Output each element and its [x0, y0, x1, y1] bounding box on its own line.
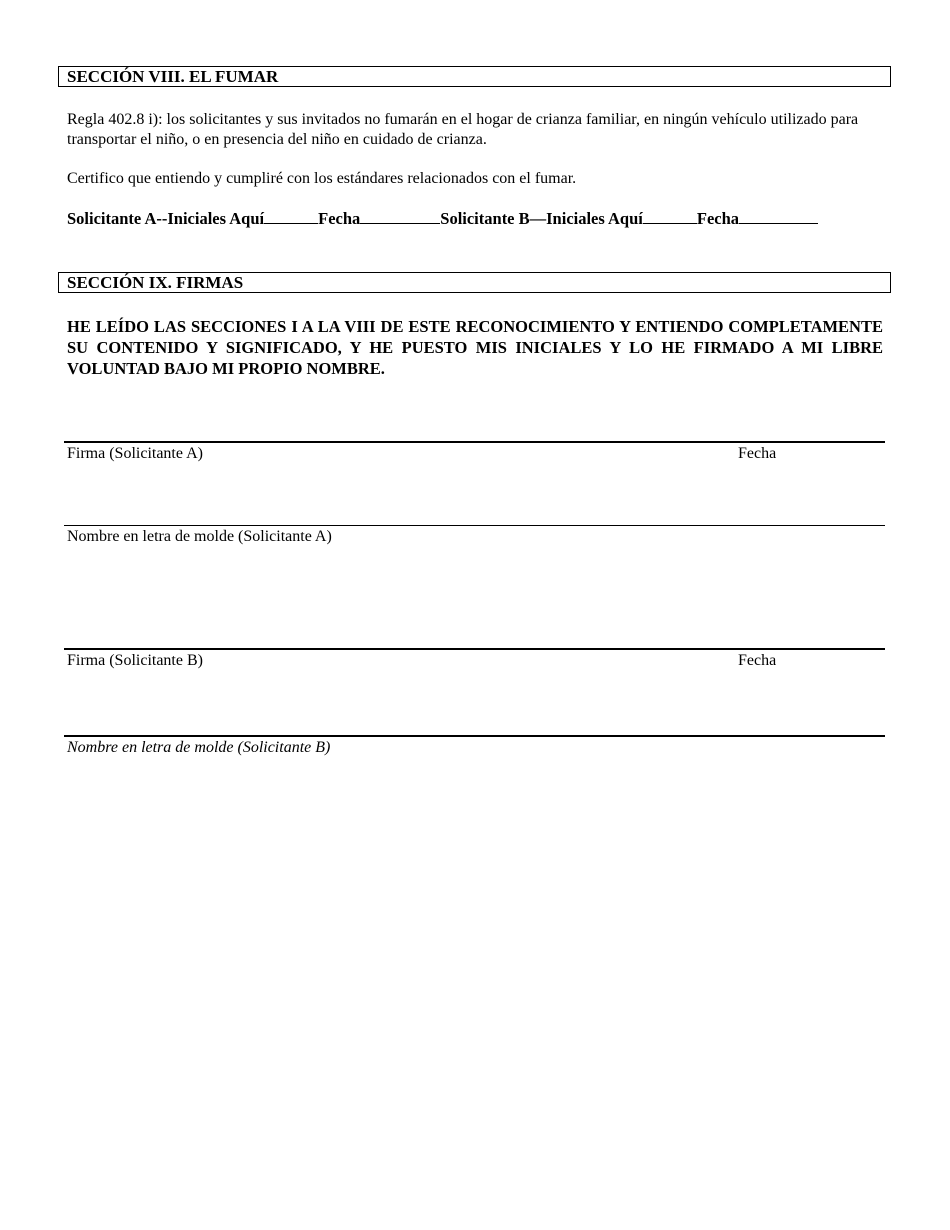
acknowledgement-text: HE LEÍDO LAS SECCIONES I A LA VIII DE ESTE RECONOCIMIENTO Y ENTIENDO COMPLETAMENTE SU CONTENIDO Y SIGNIFICADO, Y HE PUESTO MIS INICIALES Y LO HE FIRMADO A MI LIBRE VOLUNTAD BAJO MI PROPIO NOMBRE.: [67, 317, 883, 378]
printed-name-b-label: Nombre en letra de molde (Solicitante B): [67, 739, 331, 756]
printed-name-b-line[interactable]: [64, 735, 885, 737]
initials-b-date-field[interactable]: [739, 209, 818, 224]
initials-b-field[interactable]: [643, 209, 697, 224]
initials-a-date-label: Fecha: [318, 209, 361, 228]
signature-a-date-label: Fecha: [738, 445, 777, 462]
initials-a-field[interactable]: [264, 209, 318, 224]
initials-b-date-label: Fecha: [696, 209, 740, 228]
smoking-rule-text: Regla 402.8 i): los solicitantes y sus invitados no fumarán en el hogar de crianza familiar, en ningún vehículo utilizado para transportar el niño, o en presencia del niño en cuidado de crianza.: [67, 111, 859, 148]
smoking-certify-text: Certifico que entiendo y cumpliré con los estándares relacionados con el fumar.: [67, 170, 577, 187]
section-viii-header: SECCIÓN VIII. EL FUMAR: [58, 66, 891, 87]
printed-name-a-label: Nombre en letra de molde (Solicitante A): [67, 528, 332, 545]
printed-name-a-line[interactable]: [64, 525, 885, 526]
signature-a-label: Firma (Solicitante A): [67, 445, 203, 462]
signature-b-date-label: Fecha: [738, 652, 777, 669]
initials-row: [67, 209, 818, 229]
signature-b-line[interactable]: [64, 648, 885, 650]
initials-a-date-field[interactable]: [360, 209, 440, 224]
initials-b-label: Solicitante B—Iniciales Aquí: [440, 209, 643, 228]
signature-b-label: Firma (Solicitante B): [67, 652, 203, 669]
section-ix-header: SECCIÓN IX. FIRMAS: [58, 272, 891, 293]
initials-a-label: Solicitante A--Iniciales Aquí: [67, 209, 265, 228]
signature-a-line[interactable]: [64, 441, 885, 443]
